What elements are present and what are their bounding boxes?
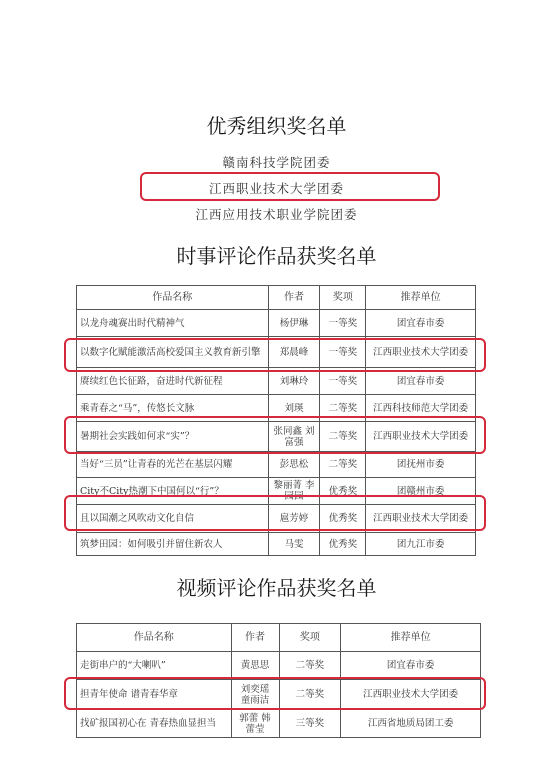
work-title: 以龙舟魂赛出时代精神气 [77, 310, 269, 337]
highlight-box [140, 172, 440, 201]
unit: 团宜春市委 [366, 310, 476, 337]
current-affairs-title: 时事评论作品获奖名单 [176, 244, 377, 268]
unit: 团赣州市委 [366, 478, 476, 505]
work-title: 乘青春之“马”，传悠长文脉 [77, 395, 269, 422]
unit: 江西职业技术大学团委 [366, 422, 476, 452]
author: 黄思思 [231, 652, 279, 680]
award: 二等奖 [320, 395, 366, 422]
award: 三等奖 [279, 710, 341, 738]
highlight-box [64, 677, 486, 710]
author: 张同鑫 刘富强 [268, 422, 320, 452]
header-award: 奖项 [320, 286, 366, 310]
work-title: City不City热潮下中国何以“行”？ [77, 478, 269, 505]
unit: 江西省地质局团工委 [341, 710, 481, 738]
unit: 江西职业技术大学团委 [341, 680, 481, 710]
video-reviews-title: 视频评论作品获奖名单 [176, 576, 377, 600]
highlight-box [64, 495, 486, 531]
award: 二等奖 [320, 452, 366, 478]
author: 马雯 [268, 533, 320, 556]
unit: 江西职业技术大学团委 [366, 505, 476, 533]
highlight-box [64, 338, 486, 372]
org-award-item: 江西应用技术职业学院团委 [195, 207, 358, 222]
work-title: 赓续红色长征路，奋进时代新征程 [77, 368, 269, 395]
header-work: 作品名称 [77, 286, 269, 310]
unit: 团宜春市委 [341, 652, 481, 680]
award: 优秀奖 [320, 478, 366, 505]
author: 彭思松 [268, 452, 320, 478]
unit: 江西科技师范大学团委 [366, 395, 476, 422]
author: 刘琳玲 [268, 368, 320, 395]
author: 杨伊琳 [268, 310, 320, 337]
work-title: 且以国潮之风吹动文化自信 [77, 505, 269, 533]
unit: 江西职业技术大学团委 [366, 337, 476, 368]
org-award-item: 江西职业技术大学团委 [208, 181, 344, 196]
work-title: 找矿报国初心在 青春热血显担当 [77, 710, 232, 738]
author: 扈芳婷 [268, 505, 320, 533]
unit: 团九江市委 [366, 533, 476, 556]
work-title: 当好“三员”让青春的光芒在基层闪耀 [77, 452, 269, 478]
award: 二等奖 [279, 652, 341, 680]
table-row [77, 710, 481, 738]
header-work: 作品名称 [77, 624, 232, 652]
award: 一等奖 [320, 368, 366, 395]
author: 郭蕾 韩蕾莹 [231, 710, 279, 738]
author: 刘奕瑶 童雨洁 [231, 680, 279, 710]
header-award: 奖项 [279, 624, 341, 652]
org-award-item: 赣南科技学院团委 [222, 155, 331, 170]
award: 一等奖 [320, 337, 366, 368]
author: 黎丽菁 李园园 [268, 478, 320, 505]
work-title: 筑梦田园：如何吸引并留住新农人 [77, 533, 269, 556]
unit: 团抚州市委 [366, 452, 476, 478]
award: 优秀奖 [320, 533, 366, 556]
organization-awards-title: 优秀组织奖名单 [206, 114, 347, 138]
table-row [77, 310, 476, 337]
table-row [77, 652, 481, 680]
table-row [77, 533, 476, 556]
award: 优秀奖 [320, 505, 366, 533]
header-unit: 推荐单位 [366, 286, 476, 310]
header-unit: 推荐单位 [341, 624, 481, 652]
table-header-row [77, 624, 481, 652]
header-author: 作者 [231, 624, 279, 652]
highlight-box [64, 416, 486, 454]
work-title: 担青年使命 谱青春华章 [77, 680, 232, 710]
unit: 团宜春市委 [366, 368, 476, 395]
work-title: 暑期社会实践如何求“实”？ [77, 422, 269, 452]
award: 二等奖 [279, 680, 341, 710]
table-row [77, 452, 476, 478]
author: 刘瑛 [268, 395, 320, 422]
work-title: 以数字化赋能激活高校爱国主义教育新引擎 [77, 337, 269, 368]
table-header-row [77, 286, 476, 310]
work-title: 走街串户的“大喇叭” [77, 652, 232, 680]
award: 一等奖 [320, 310, 366, 337]
author: 郑晨峰 [268, 337, 320, 368]
header-author: 作者 [268, 286, 320, 310]
award: 二等奖 [320, 422, 366, 452]
